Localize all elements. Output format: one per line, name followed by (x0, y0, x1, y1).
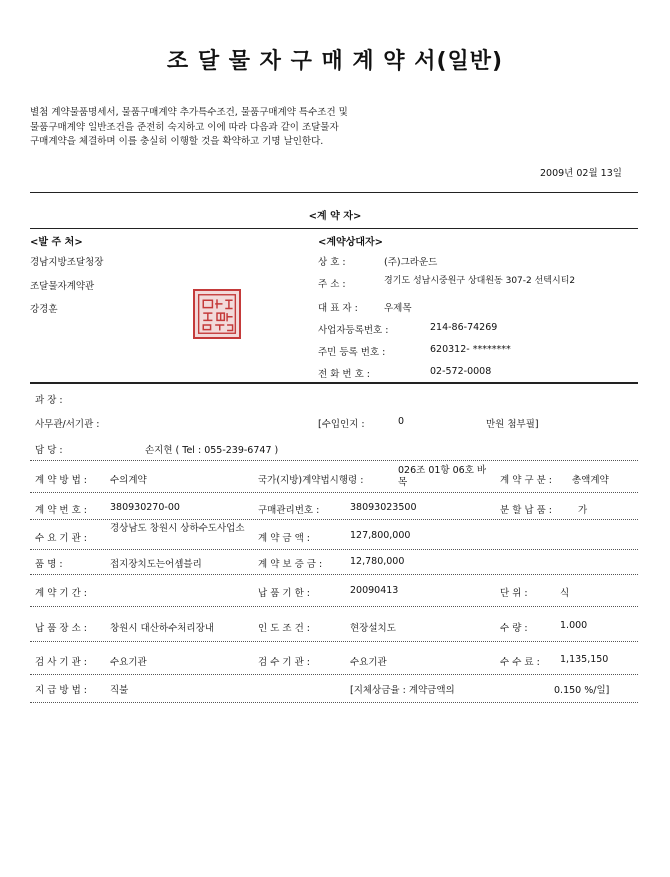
amount-value: 127,800,000 (350, 530, 411, 541)
method-value: 수의계약 (110, 475, 147, 486)
divider (30, 382, 638, 384)
resno-value: 620312- ******** (430, 344, 511, 355)
fee-value: 1,135,150 (560, 654, 609, 665)
deadline-label: 납 품 기 한 : (258, 588, 310, 599)
official-seal-stamp (193, 289, 241, 339)
method-label: 계 약 방 법 : (35, 475, 87, 486)
contract-no-label: 계 약 번 호 : (35, 505, 87, 516)
inspection-label: 검 사 기 관 : (35, 657, 87, 668)
bizno-label: 사업자등록번호 : (318, 325, 389, 336)
counterparty-header: <계약상대자> (318, 237, 384, 248)
company-label: 상 호 : (318, 257, 346, 268)
demand-label: 수 요 기 관 : (35, 533, 87, 544)
amount-label: 계 약 금 액 : (258, 533, 310, 544)
fee-label: 수 수 료 : (500, 657, 540, 668)
divider (30, 519, 638, 520)
manager-value: 손지현 ( Tel : 055-239-6747 ) (145, 445, 279, 456)
place-value: 창원시 대산하수처리장내 (110, 623, 214, 634)
receipt-label: 검 수 기 관 : (258, 657, 310, 668)
orderer-header: <발 주 처> (30, 237, 83, 248)
divider (30, 228, 638, 229)
ceo-label: 대 표 자 : (318, 303, 358, 314)
manager-label: 담 당 : (35, 445, 63, 456)
type-value: 총액계약 (572, 475, 609, 486)
revenue-stamp-label: [수입인지 : (318, 419, 365, 430)
divider (30, 574, 638, 575)
contractor-header: <계 약 자> (308, 211, 362, 222)
deposit-label: 계 약 보 증 금 : (258, 559, 323, 570)
divider (30, 192, 638, 193)
intro-line: 별첨 계약물품명세서, 물품구매계약 추가특수조건, 물품구매계약 특수조건 및 (30, 107, 348, 118)
deadline-value: 20090413 (350, 585, 399, 596)
divider (30, 674, 638, 675)
inspection-value: 수요기관 (110, 657, 147, 668)
address-value: 경기도 성남시중원구 상대원동 307-2 선텍시티2 (384, 276, 576, 286)
phone-value: 02-572-0008 (430, 366, 492, 377)
resno-label: 주민 등록 번호 : (318, 347, 386, 358)
split-label: 분 할 납 품 : (500, 505, 552, 516)
place-label: 납 품 장 소 : (35, 623, 87, 634)
delivery-value: 현장설치도 (350, 623, 396, 634)
mgmt-no-label: 구매관리번호 : (258, 505, 320, 516)
contract-no-value: 380930270-00 (110, 502, 180, 513)
payment-label: 지 급 방 법 : (35, 685, 87, 696)
orderer-agency: 경남지방조달청장 (30, 257, 104, 268)
company-value: (주)그라운드 (384, 257, 438, 268)
penalty-value: 0.150 %/일] (554, 685, 610, 696)
demand-value: 경상남도 창원시 상하수도사업소 (110, 523, 245, 534)
seal-icon (195, 291, 239, 337)
revenue-stamp-unit: 만원 첨부필] (486, 419, 539, 430)
divider (30, 492, 638, 493)
orderer-name: 강경훈 (30, 304, 58, 315)
contract-date: 2009년 02월 13일 (540, 168, 622, 179)
section-chief-label: 과 장 : (35, 395, 63, 406)
law-value: 026조 01항 06호 바목 (398, 465, 487, 488)
intro-line: 물품구매계약 일반조건을 준전히 숙지하고 이에 따라 다음과 같이 조달물자 (30, 121, 339, 133)
divider (30, 702, 638, 703)
divider (30, 606, 638, 607)
phone-label: 전 화 번 호 : (318, 369, 370, 380)
penalty-label: [지체상금율 : 계약금액의 (350, 685, 455, 696)
officer-label: 사무관/서기관 : (35, 419, 100, 430)
delivery-label: 인 도 조 건 : (258, 623, 310, 634)
deposit-value: 12,780,000 (350, 556, 405, 567)
document-title: 조 달 물 자 구 매 계 약 서(일반) (166, 49, 504, 74)
unit-value: 식 (560, 588, 570, 599)
ceo-value: 우제목 (384, 303, 412, 314)
divider (30, 549, 638, 550)
split-value: 가 (578, 505, 588, 516)
bizno-value: 214-86-74269 (430, 322, 498, 333)
revenue-stamp-value: 0 (398, 416, 405, 427)
quantity-label: 수 량 : (500, 623, 528, 634)
intro-line: 구매계약을 체결하며 이를 충실히 이행할 것을 확약하고 기명 날인한다. (30, 136, 324, 147)
unit-label: 단 위 : (500, 588, 528, 599)
quantity-value: 1.000 (560, 620, 588, 631)
intro-text (30, 106, 550, 150)
address-label: 주 소 : (318, 279, 346, 290)
mgmt-no-value: 38093023500 (350, 502, 417, 513)
divider (30, 460, 638, 461)
divider (30, 641, 638, 642)
period-label: 계 약 기 간 : (35, 588, 87, 599)
type-label: 계 약 구 분 : (500, 475, 552, 486)
item-label: 품 명 : (35, 559, 63, 570)
receipt-value: 수요기관 (350, 657, 387, 668)
item-value: 접지장치도는어셈블리 (110, 559, 202, 570)
payment-value: 직불 (110, 685, 129, 696)
law-label: 국가(지방)계약법시행령 : (258, 475, 364, 486)
orderer-officer: 조달물자계약관 (30, 281, 95, 292)
